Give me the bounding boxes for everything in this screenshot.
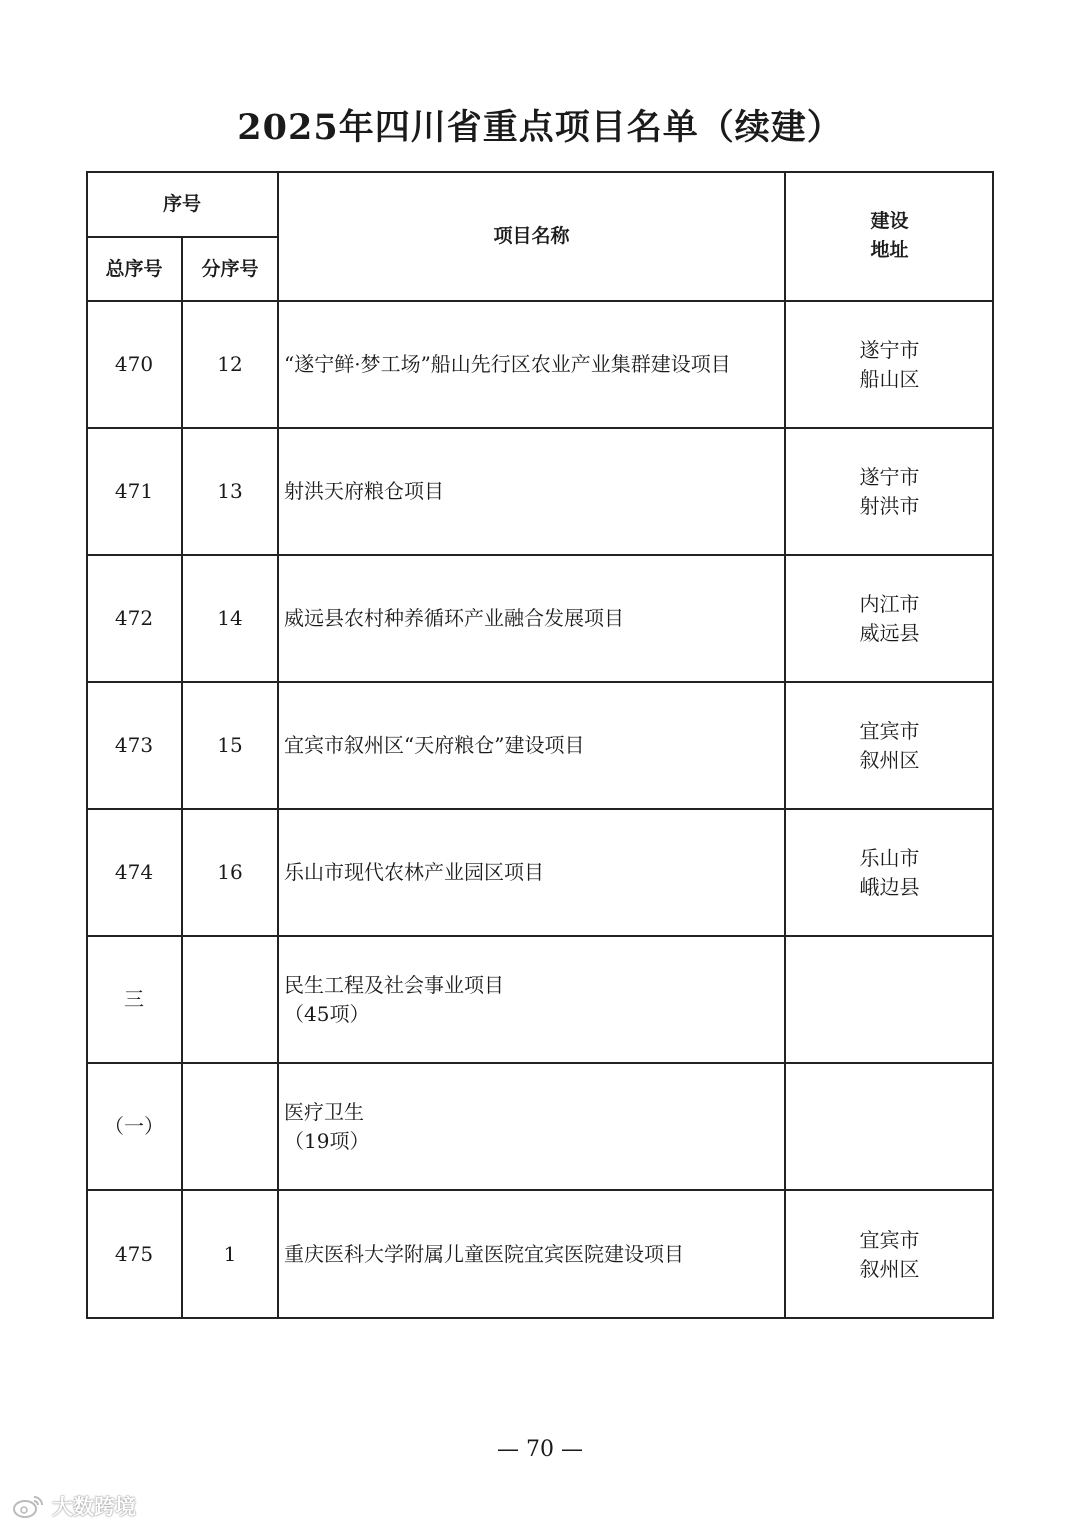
table-row-sub-seq: 13 xyxy=(217,479,243,503)
location-city: 遂宁市 xyxy=(859,464,920,489)
table-border-top xyxy=(86,171,994,173)
table-border-bottom xyxy=(86,1317,994,1319)
location-city: 遂宁市 xyxy=(859,337,920,362)
table-row-location xyxy=(785,301,994,428)
table-row-location xyxy=(785,428,994,555)
table-divider xyxy=(86,427,994,429)
table-row-sub-seq: 1 xyxy=(223,1242,237,1266)
table-row-total-seq: 472 xyxy=(114,606,154,630)
project-table xyxy=(86,171,994,1319)
header-location-line1: 建设 xyxy=(870,210,909,232)
table-row-total-seq: 三 xyxy=(124,987,144,1011)
category-count: （19项） xyxy=(284,1128,370,1153)
location-district: 叙州区 xyxy=(859,1256,920,1281)
table-divider xyxy=(86,554,994,556)
table-divider xyxy=(277,171,279,1319)
category-count: （45项） xyxy=(284,1001,370,1026)
table-row-total-seq: 475 xyxy=(114,1242,154,1266)
header-sub-seq: 分序号 xyxy=(201,257,259,280)
location-city: 宜宾市 xyxy=(859,718,920,743)
table-row-location xyxy=(785,682,994,809)
header-project-name: 项目名称 xyxy=(493,224,570,247)
category-name: 民生工程及社会事业项目 xyxy=(284,972,504,997)
table-divider xyxy=(86,1189,994,1191)
table-row-sub-seq xyxy=(182,1063,278,1190)
table-row-project-name: 乐山市现代农林产业园区项目 xyxy=(284,860,544,884)
table-divider xyxy=(86,1062,994,1064)
table-row-location xyxy=(785,809,994,936)
location-district: 船山区 xyxy=(859,366,920,391)
table-row-project-name: 重庆医科大学附属儿童医院宜宾医院建设项目 xyxy=(284,1242,684,1266)
table-row-project-name xyxy=(278,936,785,1063)
header-location xyxy=(785,171,994,301)
table-row-location xyxy=(785,1190,994,1319)
location-district: 射洪市 xyxy=(859,493,920,518)
watermark-text: 大数跨境 xyxy=(52,1495,136,1519)
table-row-sub-seq: 12 xyxy=(217,352,243,376)
table-border-left xyxy=(86,171,88,1319)
table-row-project-name: 威远县农村种养循环产业融合发展项目 xyxy=(284,606,624,630)
table-row-sub-seq: 16 xyxy=(217,860,243,884)
table-row-project-name xyxy=(278,1063,785,1190)
table-row-total-seq: 473 xyxy=(114,733,154,757)
location-district: 峨边县 xyxy=(859,874,920,899)
location-city: 宜宾市 xyxy=(859,1227,920,1252)
location-district: 威远县 xyxy=(859,620,920,645)
page-number: — 70 — xyxy=(497,1437,583,1462)
category-name: 医疗卫生 xyxy=(284,1099,364,1124)
table-divider xyxy=(86,935,994,937)
page-title: 2025年四川省重点项目名单（续建） xyxy=(237,107,843,148)
table-row-total-seq: 470 xyxy=(114,352,154,376)
table-row-total-seq: 471 xyxy=(114,479,154,503)
table-divider xyxy=(86,300,994,302)
table-divider xyxy=(86,681,994,683)
table-row-sub-seq xyxy=(182,936,278,1063)
table-row-location xyxy=(785,936,994,1063)
table-border-right xyxy=(992,171,994,1319)
table-row-project-name: 射洪天府粮仓项目 xyxy=(284,479,444,503)
header-location-line2: 地址 xyxy=(870,239,909,261)
table-row-sub-seq: 14 xyxy=(217,606,243,630)
header-total-seq: 总序号 xyxy=(105,257,163,280)
location-city: 内江市 xyxy=(859,591,920,616)
table-row-project-name: 宜宾市叙州区“天府粮仓”建设项目 xyxy=(284,733,585,757)
table-row-sub-seq: 15 xyxy=(217,733,243,757)
table-row-location xyxy=(785,1063,994,1190)
table-row-project-name: “遂宁鲜·梦工场”船山先行区农业产业集群建设项目 xyxy=(284,352,731,376)
header-seq-group: 序号 xyxy=(162,192,201,215)
weibo-logo-icon xyxy=(12,1493,46,1519)
location-district: 叙州区 xyxy=(859,747,920,772)
table-row-location xyxy=(785,555,994,682)
table-divider xyxy=(784,171,786,1319)
watermark xyxy=(12,1491,136,1521)
table-row-total-seq: （一） xyxy=(104,1114,164,1138)
location-city: 乐山市 xyxy=(859,845,920,870)
table-divider xyxy=(86,808,994,810)
table-row-total-seq: 474 xyxy=(114,860,154,884)
table-divider xyxy=(181,236,183,1319)
